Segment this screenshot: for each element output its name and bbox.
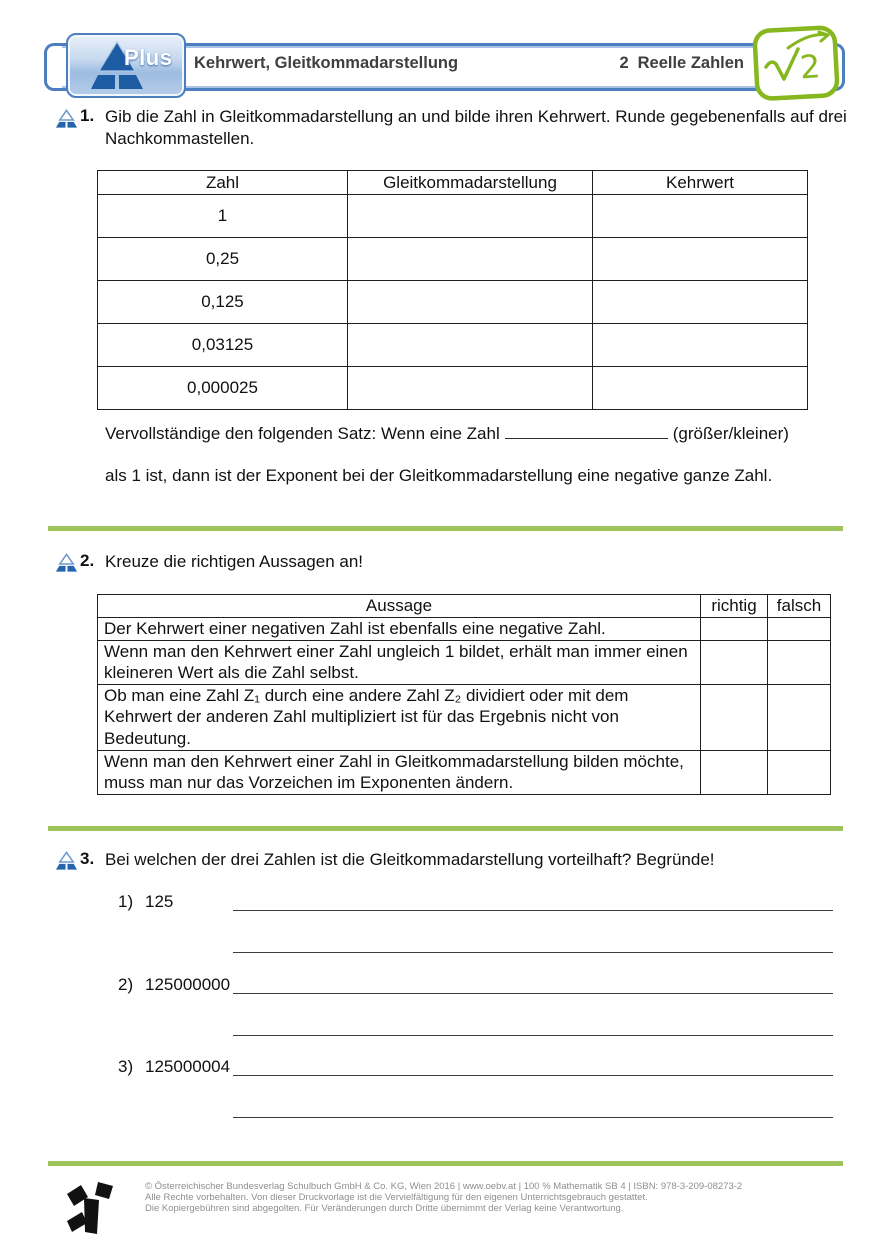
answer-cell[interactable] [593,367,808,410]
answer-cell[interactable] [348,195,593,238]
page-title: Kehrwert, Gleitkommadarstellung [194,54,459,72]
checkbox-cell-richtig[interactable] [701,640,768,684]
statement-cell: Wenn man den Kehrwert einer Zahl in Gleitkommadarstellung bilden möchte, muss man nur das Vorzeichen im Exponenten ändern. [98,750,701,794]
oebv-logo-icon [58,1175,122,1241]
task2-header-row [98,595,831,618]
column-header-richtig: richtig [701,595,768,618]
answer-cell[interactable] [593,324,808,367]
footer-text-line: © Österreichischer Bundesverlag Schulbuch GmbH & Co. KG, Wien 2016 | www.oebv.at | 100 % Mathematik SB 4 | ISBN: 978-3-209-08273-2 [145,1181,743,1192]
chapter-title: Reelle Zahlen [637,54,744,72]
task3-pyramid-icon [55,851,78,871]
checkbox-cell-richtig[interactable] [701,684,768,750]
task1-header-row [98,171,808,195]
footer-divider [48,1161,843,1166]
sentence-before-blank: Vervollständige den folgenden Satz: Wenn eine Zahl [105,424,500,443]
item-value: 125000004 [145,1057,231,1076]
column-header-gleitkommadarstellung: Gleitkommadarstellung [348,171,593,195]
footer-text-line: Alle Rechte vorbehalten. Von dieser Druckvorlage ist die Vervielfältigung für den eigenen Unterrichtsgebrauch gestattet. [145,1192,648,1203]
task1-text: Gib die Zahl in Gleitkommadarstellung an und bilde ihren Kehrwert. Runde gegebenenfalls auf drei Nachkommastellen. [105,107,847,148]
zahl-cell: 0,03125 [98,324,348,367]
table-row [98,195,808,238]
table-row [98,238,808,281]
sqrt2-badge-icon [748,20,856,106]
answer-cell[interactable] [593,238,808,281]
task1-pyramid-icon [55,109,78,129]
item-value: 125000000 [145,975,231,994]
task2-pyramid-icon [55,553,78,573]
checkbox-cell-richtig[interactable] [701,618,768,641]
plus-logo [66,33,186,98]
answer-line[interactable] [233,952,833,953]
answer-line[interactable] [233,1035,833,1036]
answer-cell[interactable] [593,281,808,324]
item-label: 1) [118,892,134,911]
item-value: 125 [145,892,174,911]
statement-row [98,684,831,750]
column-header-kehrwert: Kehrwert [593,171,808,195]
checkbox-cell-falsch[interactable] [768,618,831,641]
answer-cell[interactable] [348,281,593,324]
statement-cell: Wenn man den Kehrwert einer Zahl ungleich 1 bildet, erhält man immer einen kleineren Wert als die Zahl selbst. [98,640,701,684]
footer-text-line: Die Kopiergebühren sind abgegolten. Für Veränderungen durch Dritte übernimmt der Verlag keine Verantwortung. [145,1203,624,1214]
statement-cell: Der Kehrwert einer negativen Zahl ist ebenfalls eine negative Zahl. [98,618,701,641]
item-label: 2) [118,975,134,994]
statement-row [98,618,831,641]
checkbox-cell-falsch[interactable] [768,684,831,750]
header-left-bracket [44,43,63,91]
task2-text: Kreuze die richtigen Aussagen an! [105,552,364,571]
chapter-number: 2 [619,54,629,72]
column-header-aussage: Aussage [98,595,701,618]
checkbox-cell-falsch[interactable] [768,750,831,794]
zahl-cell: 0,25 [98,238,348,281]
task1-table [97,170,808,410]
zahl-cell: 0,125 [98,281,348,324]
answer-line[interactable] [233,993,833,994]
chapter-label [619,54,744,73]
plus-logo-label: Plus [124,45,173,70]
svg-text:2: 2 [798,47,822,87]
fill-blank[interactable] [505,438,668,439]
answer-cell[interactable] [348,324,593,367]
answer-cell[interactable] [593,195,808,238]
answer-line[interactable] [233,910,833,911]
checkbox-cell-falsch[interactable] [768,640,831,684]
statement-row [98,640,831,684]
column-header-zahl: Zahl [98,171,348,195]
column-header-falsch: falsch [768,595,831,618]
answer-line[interactable] [233,1117,833,1118]
statement-cell: Ob man eine Zahl Z₁ durch eine andere Zahl Z₂ dividiert oder mit dem Kehrwert der anderen Zahl multipliziert ist für das Ergebnis nicht von Bedeutung. [98,684,701,750]
answer-cell[interactable] [348,238,593,281]
item-label: 3) [118,1057,134,1076]
task3-text: Bei welchen der drei Zahlen ist die Gleitkommadarstellung vorteilhaft? Begründe! [105,850,715,869]
zahl-cell: 0,000025 [98,367,348,410]
table-row [98,324,808,367]
answer-line[interactable] [233,1075,833,1076]
task2-table [97,594,831,795]
section-divider [48,826,843,831]
task1-number: 1. [80,106,95,125]
task2-number: 2. [80,551,95,570]
sentence-line-2: als 1 ist, dann ist der Exponent bei der Gleitkommadarstellung eine negative ganze Zahl. [105,466,773,485]
table-row [98,281,808,324]
answer-cell[interactable] [348,367,593,410]
table-row [98,367,808,410]
section-divider [48,526,843,531]
footer-text [145,1181,742,1214]
zahl-cell: 1 [98,195,348,238]
sentence-after-blank: (größer/kleiner) [672,424,789,443]
statement-row [98,750,831,794]
task3-number: 3. [80,849,95,868]
checkbox-cell-richtig[interactable] [701,750,768,794]
sentence-line-1 [105,424,789,444]
